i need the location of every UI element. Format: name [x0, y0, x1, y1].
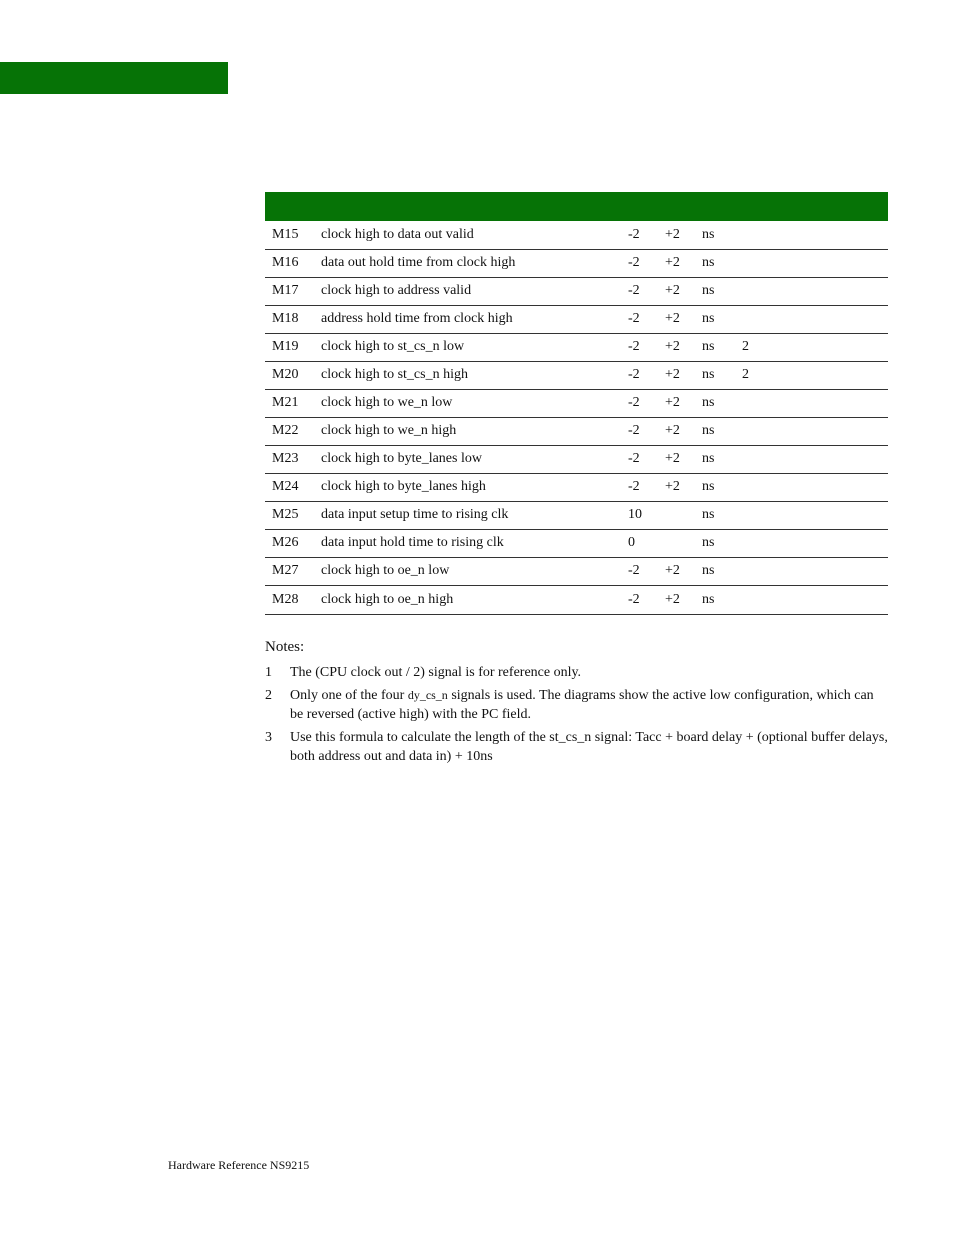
cell-description: clock high to data out valid [321, 226, 474, 242]
notes-title: Notes: [265, 639, 305, 655]
timing-table [265, 192, 888, 615]
header-notes [735, 192, 888, 221]
cell-unit: ns [702, 591, 715, 607]
cell-max: +2 [665, 226, 680, 242]
header-min [621, 192, 658, 221]
cell-notes [735, 305, 888, 333]
cell-parameter: M27 [272, 563, 299, 578]
table-row [265, 277, 888, 305]
cell-max: +2 [665, 255, 680, 270]
cell-min: -2 [628, 591, 640, 607]
table-row [265, 473, 888, 501]
cell-notes [735, 585, 888, 614]
cell-max: +2 [665, 283, 680, 298]
cell-description: clock high to we_n high [321, 423, 457, 438]
cell-min: -2 [628, 226, 640, 242]
cell-description: clock high to address valid [321, 283, 472, 298]
cell-parameter: M21 [272, 395, 299, 410]
table-row [265, 361, 888, 389]
table-row [265, 501, 888, 529]
cell-min: -2 [628, 255, 640, 270]
table-row [265, 249, 888, 277]
table-body [265, 221, 888, 614]
note-item [265, 728, 890, 766]
header-description [314, 192, 621, 221]
note-text: Use this formula to calculate the length of the st_cs_n signal: Tacc + board delay + (optional buffer delays, both address out and data in) + 10ns [290, 730, 888, 764]
cell-notes [735, 445, 888, 473]
page-footer: Hardware Reference NS9215 [168, 1158, 310, 1172]
cell-description: data out hold time from clock high [321, 255, 516, 270]
cell-max: +2 [665, 451, 680, 466]
cell-unit: ns [702, 311, 715, 326]
cell-max: +2 [665, 339, 680, 354]
cell-notes [735, 501, 888, 529]
note-number: 2 [265, 688, 272, 703]
cell-unit: ns [702, 507, 715, 522]
cell-notes [735, 389, 888, 417]
cell-notes: 2 [742, 339, 749, 354]
cell-notes [735, 277, 888, 305]
cell-unit: ns [702, 367, 715, 382]
cell-max: +2 [665, 563, 680, 578]
table-row [265, 221, 888, 249]
cell-description: clock high to byte_lanes low [321, 451, 482, 466]
note-text [290, 686, 890, 724]
cell-max [658, 529, 695, 557]
cell-description: clock high to st_cs_n high [321, 367, 468, 382]
table-row [265, 557, 888, 585]
cell-parameter: M24 [272, 479, 299, 494]
cell-unit: ns [702, 255, 715, 270]
cell-parameter: M25 [272, 507, 299, 522]
cell-min: -2 [628, 395, 640, 410]
cell-unit: ns [702, 451, 715, 466]
cell-description: data input setup time to rising clk [321, 507, 509, 522]
table-header [265, 192, 888, 221]
note-item [265, 686, 890, 724]
cell-parameter: M28 [272, 591, 299, 607]
table-row [265, 529, 888, 557]
header-unit [695, 192, 735, 221]
cell-min: -2 [628, 311, 640, 326]
cell-min: -2 [628, 339, 640, 354]
table-header-row [265, 192, 888, 221]
cell-description: clock high to oe_n high [321, 591, 454, 607]
cell-description: address hold time from clock high [321, 311, 513, 326]
cell-unit: ns [702, 563, 715, 578]
table-row [265, 585, 888, 614]
cell-min: -2 [628, 283, 640, 298]
cell-min: 10 [628, 507, 642, 522]
cell-notes [735, 557, 888, 585]
cell-parameter: M17 [272, 283, 299, 298]
cell-description: clock high to st_cs_n low [321, 339, 465, 354]
cell-max: +2 [665, 591, 680, 607]
cell-parameter: M26 [272, 535, 299, 550]
cell-min: -2 [628, 563, 640, 578]
cell-description: data input hold time to rising clk [321, 535, 504, 550]
cell-notes [735, 473, 888, 501]
notes-list [265, 663, 890, 770]
cell-max: +2 [665, 479, 680, 494]
cell-unit: ns [702, 395, 715, 410]
note-text-part: signals is used. The diagrams show the active low configuration, which can be reversed (active high) with the PC field. [290, 688, 874, 722]
header-max [658, 192, 695, 221]
cell-parameter: M15 [272, 226, 299, 242]
note-number: 1 [265, 665, 272, 680]
cell-min: -2 [628, 367, 640, 382]
header-parameter [265, 192, 314, 221]
cell-parameter: M18 [272, 311, 299, 326]
note-text-part: Only one of the four [290, 688, 408, 703]
cell-unit: ns [702, 535, 715, 550]
cell-description: clock high to byte_lanes high [321, 479, 486, 494]
cell-description: clock high to oe_n low [321, 563, 450, 578]
cell-notes [735, 249, 888, 277]
cell-notes: 2 [742, 367, 749, 382]
cell-max [658, 501, 695, 529]
cell-min: -2 [628, 451, 640, 466]
note-text: The (CPU clock out / 2) signal is for reference only. [290, 665, 582, 680]
cell-unit: ns [702, 479, 715, 494]
cell-parameter: M16 [272, 255, 299, 270]
cell-parameter: M23 [272, 451, 299, 466]
cell-unit: ns [702, 283, 715, 298]
cell-description: clock high to we_n low [321, 395, 453, 410]
cell-unit: ns [702, 339, 715, 354]
table-row [265, 389, 888, 417]
cell-notes [735, 417, 888, 445]
note-number: 3 [265, 730, 272, 745]
cell-parameter: M22 [272, 423, 299, 438]
signal-name: dy_cs_n [407, 688, 448, 702]
cell-parameter: M20 [272, 367, 299, 382]
note-item [265, 663, 890, 682]
cell-max: +2 [665, 311, 680, 326]
table-row [265, 333, 888, 361]
table-row [265, 305, 888, 333]
cell-unit: ns [702, 423, 715, 438]
cell-min: 0 [628, 535, 635, 550]
cell-parameter: M19 [272, 339, 299, 354]
cell-notes [735, 529, 888, 557]
cell-max: +2 [665, 395, 680, 410]
table-row [265, 445, 888, 473]
cell-max: +2 [665, 423, 680, 438]
cell-max: +2 [665, 367, 680, 382]
cell-unit: ns [702, 226, 715, 242]
cell-min: -2 [628, 479, 640, 494]
section-header-bar [0, 62, 228, 94]
table-row [265, 417, 888, 445]
cell-min: -2 [628, 423, 640, 438]
cell-notes [735, 221, 888, 249]
